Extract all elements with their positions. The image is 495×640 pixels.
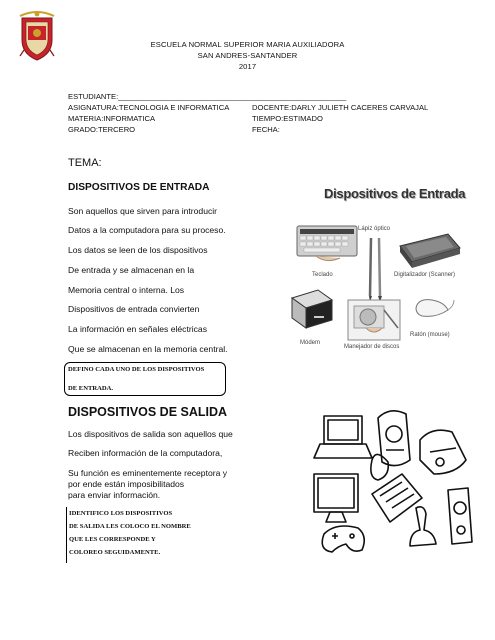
- input-text-line: Los datos se leen de los dispositivos: [68, 245, 208, 255]
- output-task-line: QUE LES CORRESPONDE Y: [69, 536, 156, 543]
- disk-drive-icon: [346, 298, 402, 342]
- output-text-line: Reciben información de la computadora,: [68, 448, 223, 458]
- grade-field: GRADO:TERCERO: [68, 125, 136, 134]
- topic-label: TEMA:: [68, 157, 102, 169]
- disk-drive-label: Manejador de discos: [344, 344, 400, 350]
- pen-label: Lápiz óptico: [358, 226, 391, 232]
- date-field: FECHA:: [252, 125, 280, 134]
- scanner-label: Digitalizador (Scanner): [394, 272, 456, 278]
- school-city: SAN ANDRES-SANTANDER: [197, 51, 298, 60]
- time-field: TIEMPO:ESTIMADO: [252, 114, 323, 123]
- teacher-field: DOCENTE:DARLY JULIETH CACERES CARVAJAL: [252, 103, 429, 112]
- input-text-line: Memoria central o interna. Los: [68, 285, 185, 295]
- input-text-line: Son aquellos que sirven para introducir: [68, 206, 218, 216]
- output-text-line: Su función es eminentemente receptora y: [68, 468, 228, 478]
- input-text-line: Que se almacenan en la memoria central.: [68, 344, 228, 354]
- mouse-icon: [414, 296, 456, 320]
- output-text-line: por ende están imposibilitados: [68, 479, 185, 489]
- light-pen-icon: [366, 236, 384, 302]
- output-task-line: IDENTIFICO LOS DISPOSITIVOS: [69, 510, 173, 517]
- keyboard-label: Teclado: [312, 272, 333, 278]
- input-text-line: Dispositivos de entrada convierten: [68, 304, 200, 314]
- output-devices-figure: [306, 404, 476, 560]
- input-devices-heading: DISPOSITIVOS DE ENTRADA: [68, 182, 210, 193]
- output-task-line: COLOREO SEGUIDAMENTE.: [69, 549, 161, 556]
- modem-icon: [288, 286, 336, 332]
- school-name: ESCUELA NORMAL SUPERIOR MARIA AUXILIADORA: [150, 40, 345, 49]
- mouse-label: Ratón (mouse): [410, 332, 450, 338]
- keyboard-icon: [296, 222, 358, 264]
- input-text-line: De entrada y se almacenan en la: [68, 265, 195, 275]
- figure-title: Dispositivos de Entrada: [324, 186, 466, 201]
- output-devices-heading: DISPOSITIVOS DE SALIDA: [68, 405, 228, 419]
- modem-label: Módem: [300, 340, 321, 346]
- school-year: 2017: [238, 62, 257, 71]
- output-task-line: DE SALIDA LES COLOCO EL NOMBRE: [69, 523, 191, 530]
- student-field: ESTUDIANTE:______________________________________________________: [68, 92, 347, 101]
- output-text-line: Los dispositivos de salida son aquellos que: [68, 429, 233, 439]
- input-devices-figure: [284, 182, 474, 357]
- input-text-line: Datos a la computadora para su proceso.: [68, 225, 226, 235]
- input-task-line: DE ENTRADA.: [68, 385, 114, 392]
- input-text-line: La información en señales eléctricas: [68, 324, 208, 334]
- subject-field: ASIGNATURA:TECNOLOGIA E INFORMATICA: [68, 103, 230, 112]
- output-text-line: para enviar información.: [68, 490, 161, 500]
- input-task-line: DEFINO CADA UNO DE LOS DISPOSITIVOS: [68, 366, 205, 373]
- materia-field: MATERIA:INFORMATICA: [68, 114, 156, 123]
- scanner-icon: [396, 228, 462, 270]
